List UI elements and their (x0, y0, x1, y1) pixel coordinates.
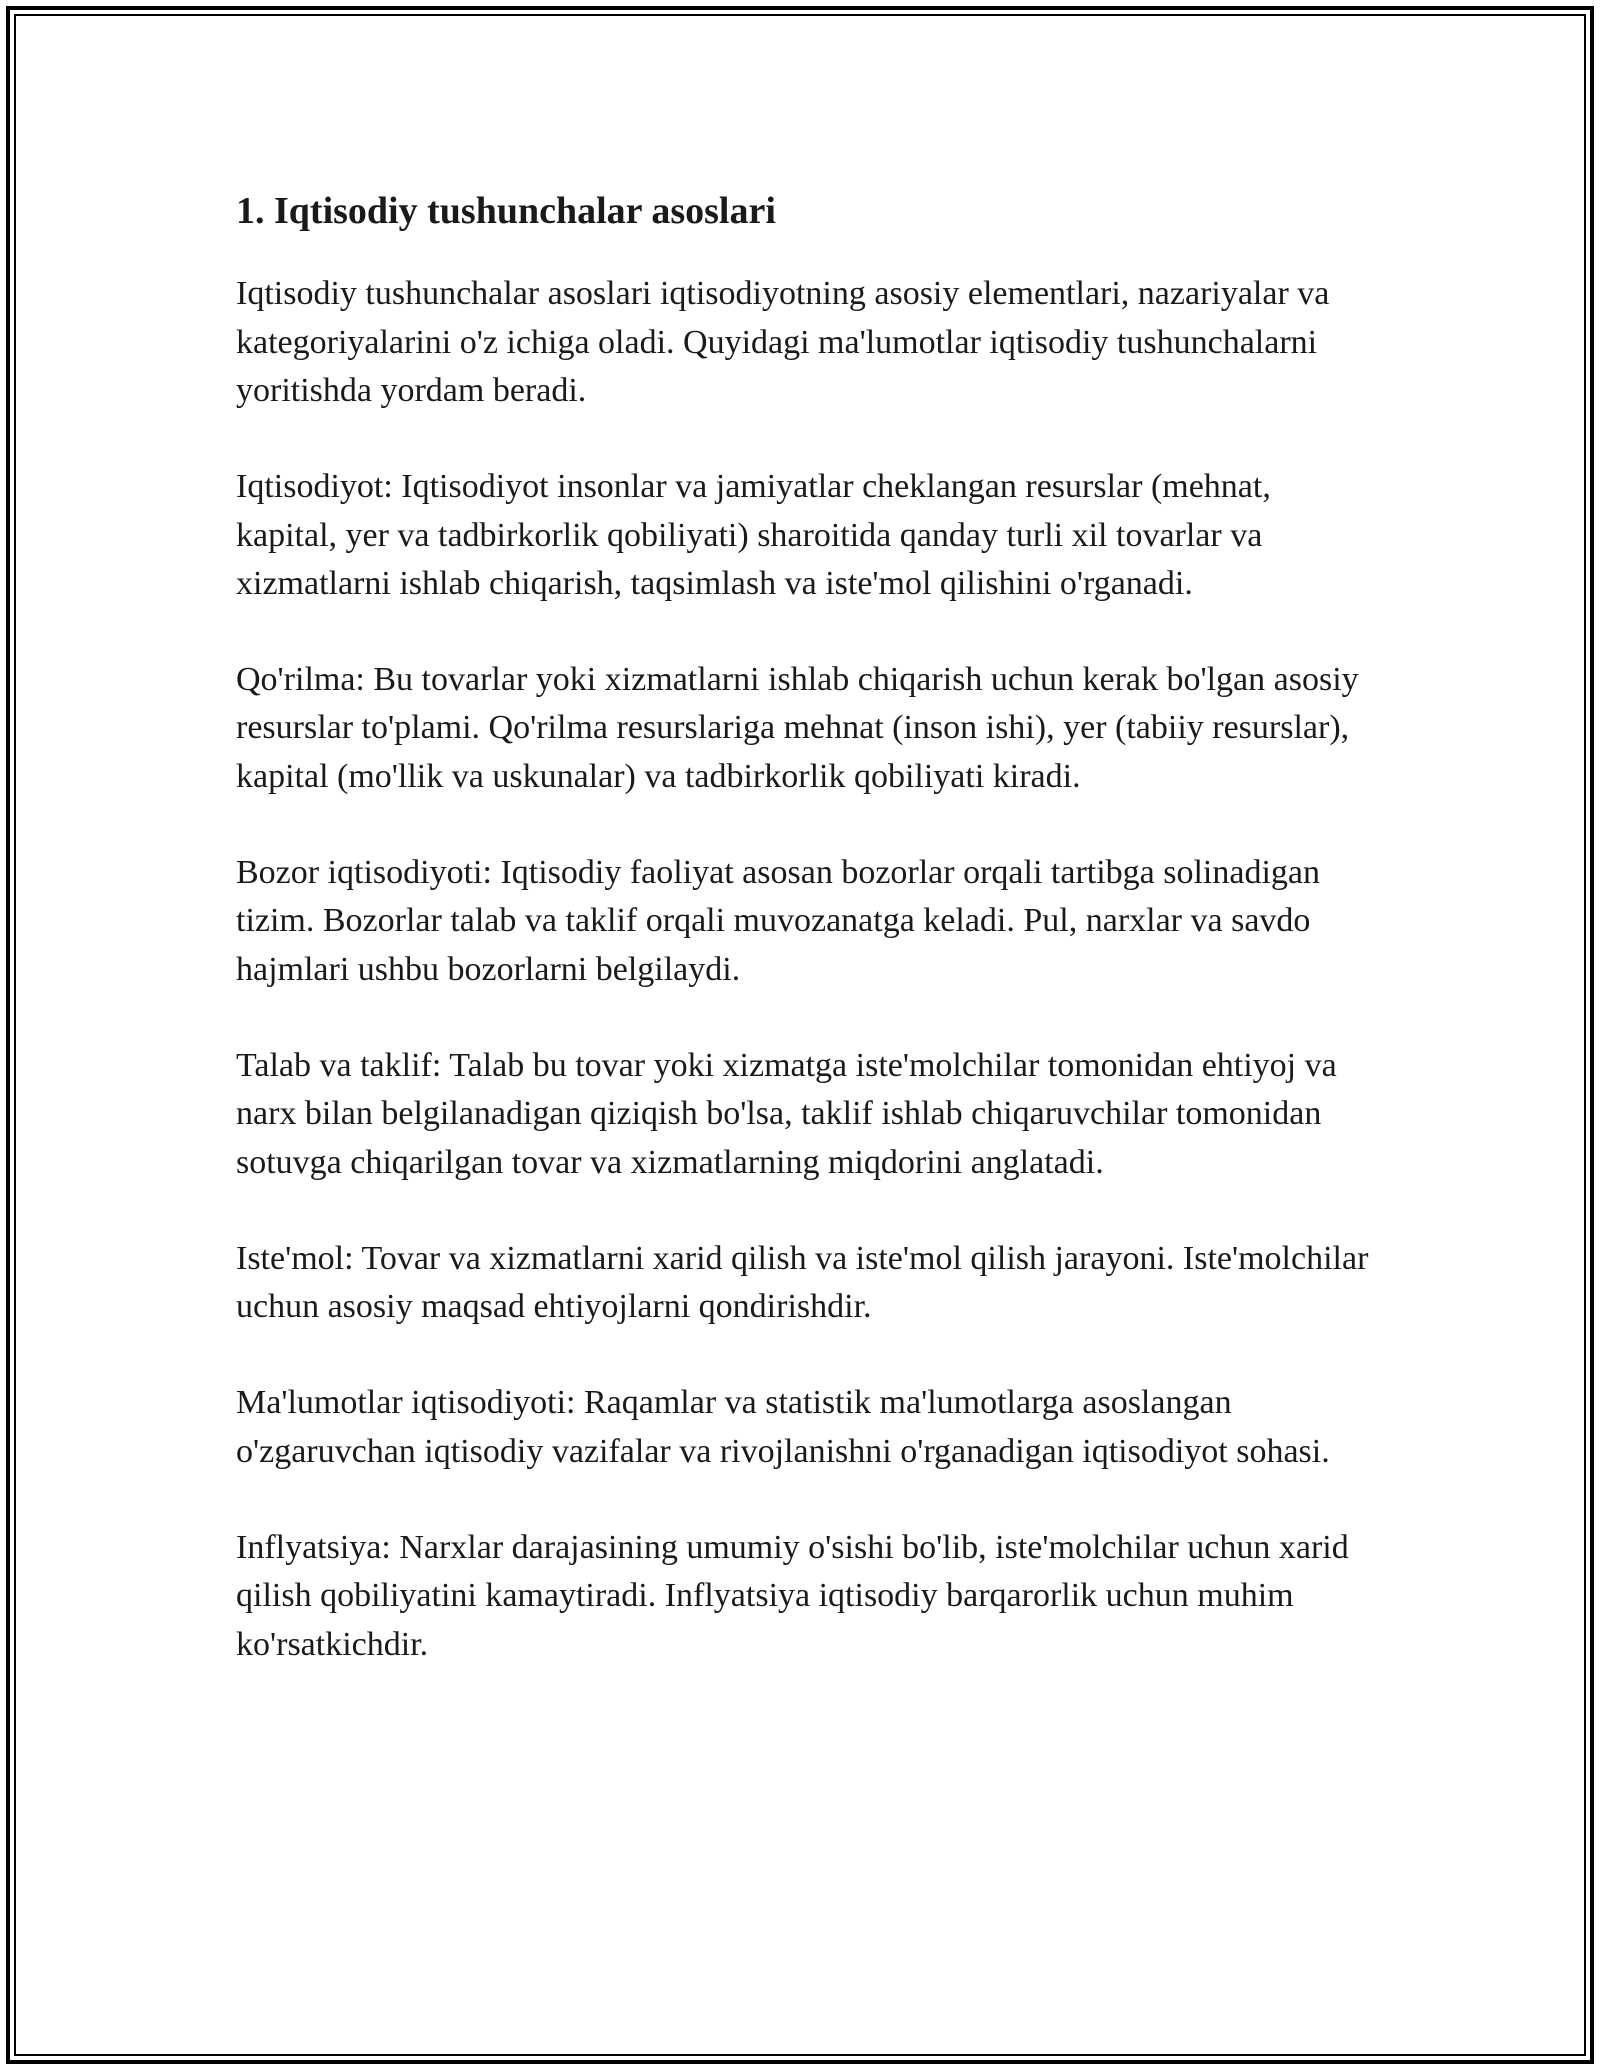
paragraph-iqtisodiyot: Iqtisodiyot: Iqtisodiyot insonlar va jamiyatlar cheklangan resurslar (mehnat, kapital, yer va tadbirkorlik qobiliyati) sharoitida qanday turli xil tovarlar va xizmatlarni ishlab chiqarish, taqsimlash va iste'mol qilishini o'rganadi. (236, 468, 1271, 602)
paragraph-istemol: Iste'mol: Tovar va xizmatlarni xarid qilish va iste'mol qilish jarayoni. Iste'molchilar uchun asosiy maqsad ehtiyojlarni qondirishdir. (236, 1239, 1369, 1326)
section-heading: 1. Iqtisodiy tushunchalar asoslari (236, 190, 776, 232)
paragraph-inflyatsiya: Inflyatsiya: Narxlar darajasining umumiy o'sishi bo'lib, iste'molchilar uchun xarid qilish qobiliyatini kamaytiradi. Inflyatsiya iqtisodiy barqarorlik uchun muhim ko'rsatkichdir. (236, 1529, 1349, 1663)
paragraph-malumotlar-iqtisodiyoti: Ma'lumotlar iqtisodiyoti: Raqamlar va statistik ma'lumotlarga asoslangan o'zgaruvchan iqtisodiy vazifalar va rivojlanishni o'rganadigan iqtisodiyot sohasi. (236, 1384, 1330, 1470)
paragraph-intro: Iqtisodiy tushunchalar asoslari iqtisodiyotning asosiy elementlari, nazariyalar va kategoriyalarini o'z ichiga oladi. Quyidagi ma'lumotlar iqtisodiy tushunchalarni yoritishda yordam beradi. (236, 275, 1330, 409)
paragraph-talab-va-taklif: Talab va taklif: Talab bu tovar yoki xizmatga iste'molchilar tomonidan ehtiyoj va narx bilan belgilanadigan qiziqish bo'lsa, taklif ishlab chiqaruvchilar tomonidan sotuvga chiqarilgan tovar va xizmatlarning miqdorini anglatadi. (236, 1046, 1337, 1181)
document-body (236, 187, 1376, 1717)
paragraph-qorilma: Qo'rilma: Bu tovarlar yoki xizmatlarni ishlab chiqarish uchun kerak bo'lgan asosiy resurslar to'plami. Qo'rilma resurslariga mehnat (inson ishi), yer (tabiiy resurslar), kapital (mo'llik va uskunalar) va tadbirkorlik qobiliyati kiradi. (236, 661, 1359, 795)
paragraph-bozor-iqtisodiyoti: Bozor iqtisodiyoti: Iqtisodiy faoliyat asosan bozorlar orqali tartibga solinadigan tizim. Bozorlar talab va taklif orqali muvozanatga keladi. Pul, narxlar va savdo hajmlari ushbu bozorlarni belgilaydi. (236, 854, 1320, 988)
